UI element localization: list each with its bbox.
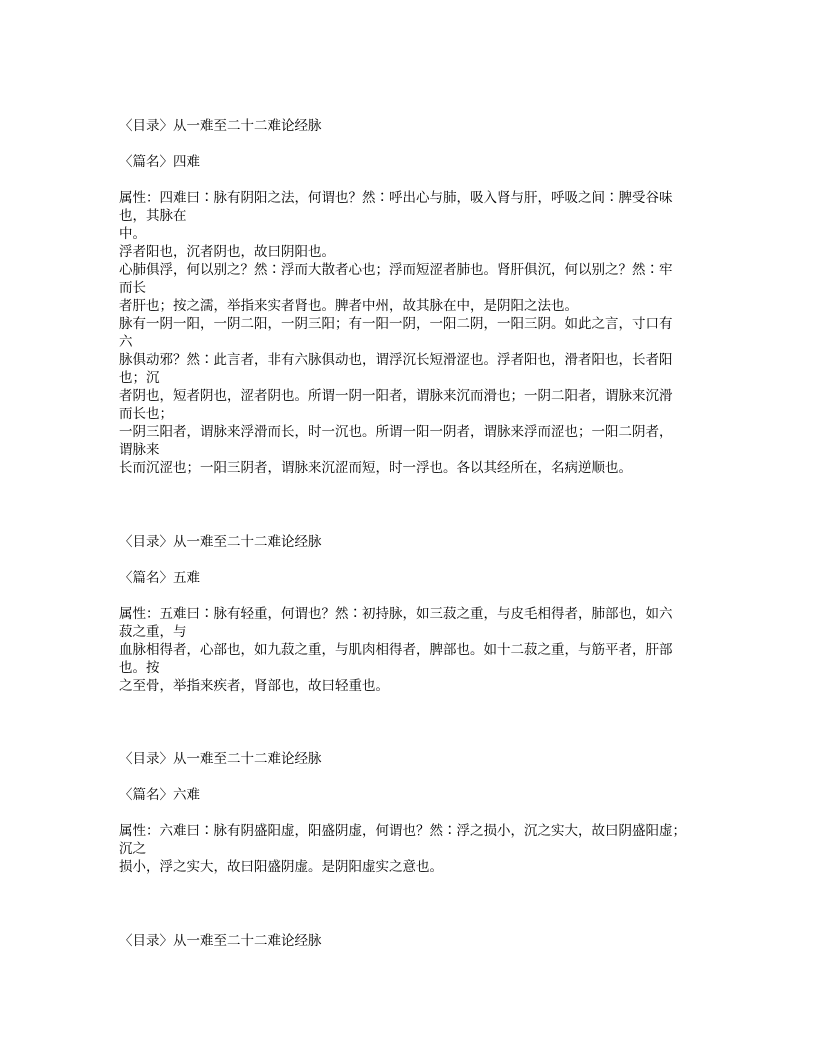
body-line: 者肝也；按之濡，举指来实者肾也。脾者中州，故其脉在中，是阴阳之法也。 — [119, 298, 578, 314]
body-line: 脉有一阴一阳，一阴二阳，一阴三阳；有一阳一阴，一阳二阴，一阳三阴。如此之言，寸口有 — [119, 316, 673, 332]
chapter-title: 〈篇名〉四难 — [119, 154, 200, 170]
body-line: 菽之重，与 — [119, 624, 187, 640]
body-line: 长而沉涩也；一阳三阴者，谓脉来沉涩而短，时一浮也。各以其经所在，名病逆顺也。 — [119, 460, 632, 476]
body-line: 而长 — [119, 280, 146, 296]
body-line: 脉俱动邪？然∶此言者，非有六脉俱动也，谓浮沉长短滑涩也。浮者阳也，滑者阳也，长者阳 — [119, 352, 673, 368]
body-line: 血脉相得者，心部也，如九菽之重，与肌肉相得者，脾部也。如十二菽之重，与筋平者，肝部 — [119, 642, 673, 658]
body-line: 也，其脉在 — [119, 208, 187, 224]
chapter-title: 〈篇名〉六难 — [119, 787, 200, 803]
body-line: 也；沉 — [119, 370, 160, 386]
body-line: 沉之 — [119, 841, 146, 857]
body-line: 之至骨，举指来疾者，肾部也，故曰轻重也。 — [119, 678, 389, 694]
body-line: 损小，浮之实大，故曰阳盛阴虚。是阴阳虚实之意也。 — [119, 859, 443, 875]
body-line: 也。按 — [119, 660, 160, 676]
body-line: 谓脉来 — [119, 442, 160, 458]
body-line: 属性：五难曰∶脉有轻重，何谓也？然∶初持脉，如三菽之重，与皮毛相得者，肺部也，如六 — [119, 606, 673, 622]
catalog-heading: 〈目录〉从一难至二十二难论经脉 — [119, 118, 322, 134]
catalog-heading: 〈目录〉从一难至二十二难论经脉 — [119, 534, 322, 550]
body-line: 一阴三阳者，谓脉来浮滑而长，时一沉也。所谓一阳一阴者，谓脉来浮而涩也；一阳二阴者， — [119, 424, 673, 440]
chapter-title: 〈篇名〉五难 — [119, 570, 200, 586]
body-line: 浮者阳也，沉者阴也，故曰阴阳也。 — [119, 244, 335, 260]
body-line: 属性：四难曰∶脉有阴阳之法，何谓也？然∶呼出心与肺，吸入肾与肝，呼吸之间∶脾受谷味 — [119, 190, 673, 206]
catalog-heading: 〈目录〉从一难至二十二难论经脉 — [119, 933, 322, 949]
catalog-heading: 〈目录〉从一难至二十二难论经脉 — [119, 751, 322, 767]
body-line: 中。 — [119, 226, 146, 242]
body-line: 六 — [119, 334, 133, 350]
body-line: 者阴也，短者阴也，涩者阴也。所谓一阴一阳者，谓脉来沉而滑也；一阴二阳者，谓脉来沉滑 — [119, 388, 673, 404]
body-line: 而长也； — [119, 406, 173, 422]
body-line: 心肺俱浮，何以别之？然∶浮而大散者心也；浮而短涩者肺也。肾肝俱沉，何以别之？然∶牢 — [119, 262, 673, 278]
body-line: 属性：六难曰∶脉有阴盛阳虚，阳盛阴虚，何谓也？然∶浮之损小，沉之实大，故曰阴盛阳虚； — [119, 823, 686, 839]
